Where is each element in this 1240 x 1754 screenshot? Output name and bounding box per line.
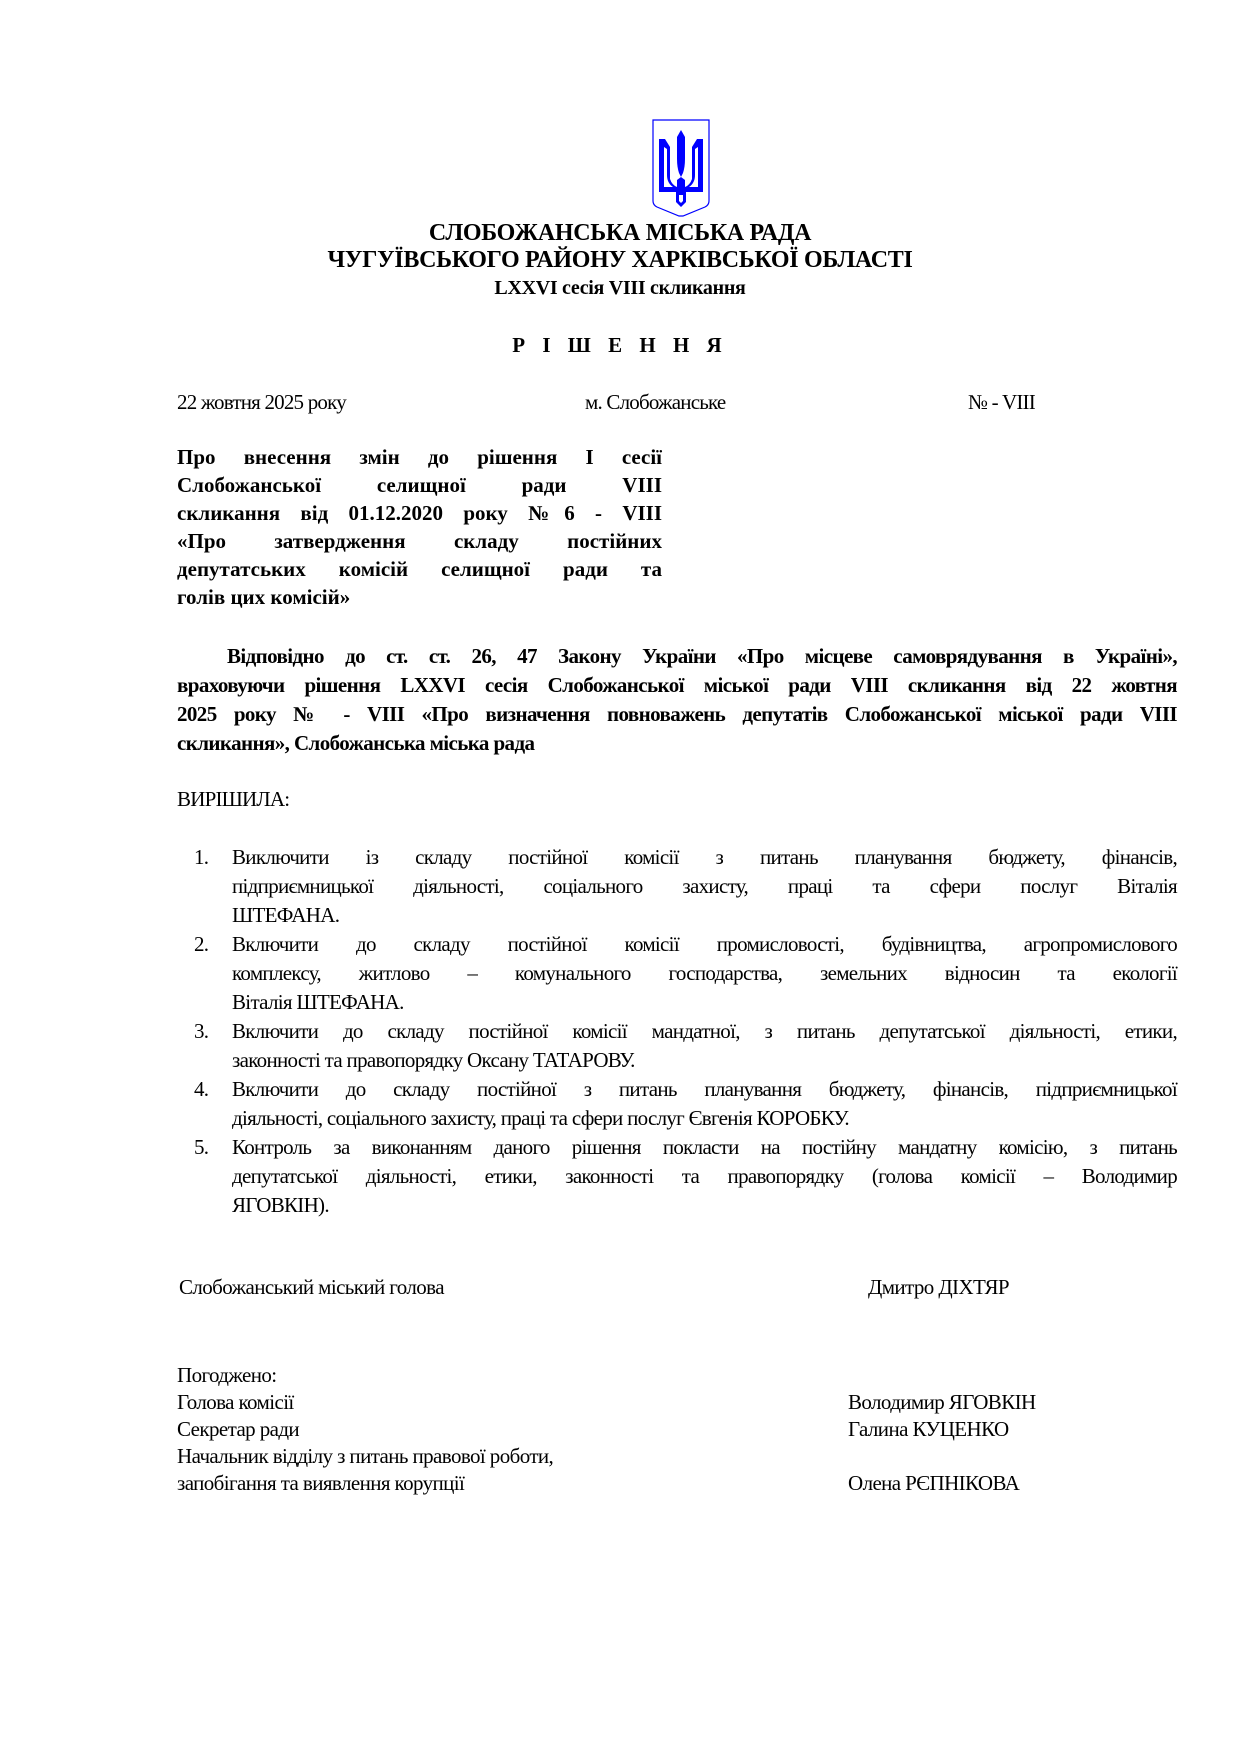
agreed-name (848, 1443, 1036, 1470)
preamble-line: Відповідно до ст. ст. 26, 47 Закону України «Про місцеве самоврядування в Україні», (227, 644, 1177, 668)
item-number: 5. (194, 1135, 209, 1159)
preamble-line: скликання», Слобожанська міська рада (177, 731, 535, 755)
decision-subject (177, 443, 662, 611)
item-line: законності та правопорядку Оксану ТАТАРОВУ. (232, 1048, 635, 1072)
item-line: комплексу, житлово – комунального господарства, земельних відносин та екології (232, 961, 1177, 985)
item-number: 3. (194, 1019, 209, 1043)
item-line: підприємницької діяльності, соціального захисту, праці та сфери послуг Віталія (232, 874, 1177, 898)
item-line: Включити до складу постійної комісії промисловості, будівництва, агропромислового (232, 932, 1177, 956)
session-label: LXXVI сесія VIII скликання (494, 277, 746, 299)
item-line: діяльності, соціального захисту, праці та сфери послуг Євгенія КОРОБКУ. (232, 1106, 849, 1130)
subject-line: скликання від 01.12.2020 року №6 - VIII (177, 501, 662, 525)
list-item (177, 1133, 1177, 1220)
preamble-line: враховуючи рішення LXXVI сесія Слобожанської міської ради VIII скликання від 22 жовтня (177, 673, 1177, 697)
subject-line: Слобожанської селищної ради VIII (177, 473, 662, 497)
item-line: Віталія ШТЕФАНА. (232, 990, 404, 1014)
item-line: ШТЕФАНА. (232, 903, 340, 927)
signatory-name: Дмитро ДІХТЯР (868, 1275, 1009, 1299)
item-line: Включити до складу постійної з питань планування бюджету, фінансів, підприємницької (232, 1077, 1177, 1101)
item-line: ЯГОВКІН). (232, 1193, 329, 1217)
document-type-title: Р І Ш Е Н Н Я (512, 333, 728, 357)
decision-number: № - VIII (968, 390, 1035, 414)
list-item (177, 843, 1177, 930)
council-name: СЛОБОЖАНСЬКА МІСЬКА РАДА (428, 220, 812, 246)
agreed-position: Секретар ради (177, 1417, 300, 1441)
signatory-title: Слобожанський міський голова (179, 1275, 444, 1299)
subject-line: голів цих комісій» (177, 585, 351, 609)
agreed-name: Галина КУЦЕНКО (848, 1417, 1009, 1441)
item-number: 4. (194, 1077, 209, 1101)
item-line: депутатської діяльності, етики, законності та правопорядку (голова комісії – Володимир (232, 1164, 1177, 1188)
list-item (177, 930, 1177, 1017)
list-item (177, 1017, 1177, 1075)
agreed-names (848, 1389, 1036, 1497)
preamble-line: 2025 року № - VIII «Про визначення повноважень депутатів Слобожанської міської ради VIII (177, 702, 1177, 726)
item-line: Включити до складу постійної комісії мандатної, з питань депутатської діяльності, етики, (232, 1019, 1177, 1043)
agreed-name: Олена РЄПНІКОВА (848, 1471, 1020, 1495)
item-line: Виключити із складу постійної комісії з питань планування бюджету, фінансів, (232, 845, 1177, 869)
ukraine-trident-emblem-icon (650, 117, 712, 217)
item-line: Контроль за виконанням даного рішення покласти на постійну мандатну комісію, з питань (232, 1135, 1177, 1159)
decided-label: ВИРІШИЛА: (177, 787, 290, 811)
agreed-positions (177, 1362, 553, 1497)
subject-line: «Про затвердження складу постійних (177, 529, 662, 553)
preamble-paragraph (177, 642, 1177, 758)
item-number: 1. (194, 845, 209, 869)
agreed-position: запобігання та виявлення корупції (177, 1471, 465, 1495)
agreed-position: Голова комісії (177, 1390, 294, 1414)
agreed-label: Погоджено: (177, 1363, 277, 1387)
agreed-position: Начальник відділу з питань правової роботи, (177, 1444, 554, 1468)
decision-items-list (177, 843, 1177, 1220)
list-item (177, 1075, 1177, 1133)
district-name: ЧУГУЇВСЬКОГО РАЙОНУ ХАРКІВСЬКОЇ ОБЛАСТІ (327, 247, 913, 273)
agreed-name: Володимир ЯГОВКІН (848, 1390, 1036, 1414)
subject-line: Про внесення змін до рішення І сесії (177, 445, 662, 469)
item-number: 2. (194, 932, 209, 956)
decision-date: 22 жовтня 2025 року (177, 390, 346, 414)
subject-line: депутатських комісій селищної ради та (177, 557, 662, 581)
decision-place: м. Слобожанське (585, 390, 726, 414)
